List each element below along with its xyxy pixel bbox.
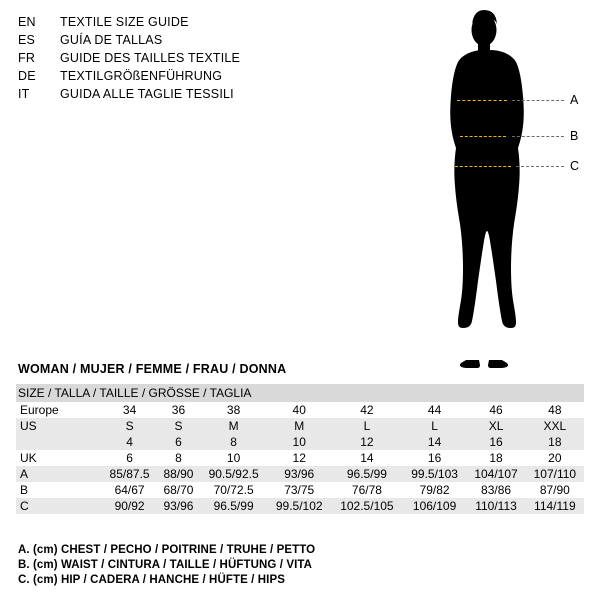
- cell: 42: [331, 402, 403, 418]
- cell: 12: [331, 434, 403, 450]
- cell: 6: [157, 434, 200, 450]
- cell: 73/75: [267, 482, 331, 498]
- body-figure: [430, 8, 590, 368]
- row-label: UK: [16, 450, 102, 466]
- language-title: GUIDE DES TAILLES TEXTILE: [60, 51, 241, 65]
- cell: 40: [267, 402, 331, 418]
- language-code: IT: [18, 87, 30, 101]
- cell: 14: [331, 450, 403, 466]
- legend-chest: A. (cm) CHEST / PECHO / POITRINE / TRUHE / PETTO: [18, 544, 316, 556]
- waist-measure-line: [460, 136, 506, 137]
- cell: 6: [102, 450, 157, 466]
- cell: 99.5/103: [403, 466, 467, 482]
- table-row: [16, 498, 584, 514]
- row-label: A: [16, 466, 102, 482]
- row-label: B: [16, 482, 102, 498]
- cell: 12: [267, 450, 331, 466]
- table-row: [16, 482, 584, 498]
- table-header-label: SIZE / TALLA / TAILLE / GRÖSSE / TAGLIA: [16, 384, 584, 402]
- cell: 96.5/99: [200, 498, 268, 514]
- language-code: DE: [18, 69, 36, 83]
- size-table: [16, 384, 584, 514]
- row-label: Europe: [16, 402, 102, 418]
- language-list: [18, 14, 358, 104]
- legend-waist: B. (cm) WAIST / CINTURA / TAILLE / HÜFTUNG / VITA: [18, 559, 313, 571]
- cell: 34: [102, 402, 157, 418]
- table-row: [16, 418, 584, 434]
- cell: 16: [466, 434, 525, 450]
- row-label: [16, 434, 102, 450]
- cell: M: [200, 418, 268, 434]
- language-title: TEXTILGRÖßENFÜHRUNG: [60, 69, 223, 83]
- cell: XL: [466, 418, 525, 434]
- cell: 93/96: [267, 466, 331, 482]
- cell: 14: [403, 434, 467, 450]
- female-body-silhouette-icon: [430, 8, 590, 368]
- cell: 104/107: [466, 466, 525, 482]
- language-code: EN: [18, 15, 36, 29]
- cell: 36: [157, 402, 200, 418]
- row-label: US: [16, 418, 102, 434]
- cell: 90/92: [102, 498, 157, 514]
- chest-leader-line: [512, 100, 564, 101]
- language-row: [18, 86, 358, 103]
- row-label: C: [16, 498, 102, 514]
- chest-measure-label: A: [570, 93, 579, 107]
- cell: 114/119: [526, 498, 584, 514]
- cell: 18: [526, 434, 584, 450]
- cell: 96.5/99: [331, 466, 403, 482]
- chest-measure-line: [457, 100, 507, 101]
- cell: 44: [403, 402, 467, 418]
- cell: 90.5/92.5: [200, 466, 268, 482]
- cell: 99.5/102: [267, 498, 331, 514]
- language-title: GUÍA DE TALLAS: [60, 33, 163, 47]
- cell: 8: [200, 434, 268, 450]
- cell: 68/70: [157, 482, 200, 498]
- table-row: [16, 402, 584, 418]
- waist-measure-label: B: [570, 129, 579, 143]
- cell: 20: [526, 450, 584, 466]
- language-code: ES: [18, 33, 36, 47]
- cell: 93/96: [157, 498, 200, 514]
- table-row: [16, 434, 584, 450]
- cell: 18: [466, 450, 525, 466]
- table-header-row: [16, 384, 584, 402]
- language-row: [18, 50, 358, 67]
- cell: L: [403, 418, 467, 434]
- language-row: [18, 32, 358, 49]
- cell: 79/82: [403, 482, 467, 498]
- cell: L: [331, 418, 403, 434]
- language-row: [18, 14, 358, 31]
- cell: 106/109: [403, 498, 467, 514]
- cell: 38: [200, 402, 268, 418]
- table-row: [16, 466, 584, 482]
- measurement-legend: [18, 543, 578, 588]
- cell: S: [157, 418, 200, 434]
- cell: 85/87.5: [102, 466, 157, 482]
- cell: 4: [102, 434, 157, 450]
- language-code: FR: [18, 51, 36, 65]
- cell: 107/110: [526, 466, 584, 482]
- cell: 87/90: [526, 482, 584, 498]
- table-row: [16, 450, 584, 466]
- cell: 48: [526, 402, 584, 418]
- cell: 70/72.5: [200, 482, 268, 498]
- cell: 10: [267, 434, 331, 450]
- hip-measure-line: [455, 166, 511, 167]
- cell: 110/113: [466, 498, 525, 514]
- language-row: [18, 68, 358, 85]
- legend-hip: C. (cm) HIP / CADERA / HANCHE / HÜFTE / HIPS: [18, 574, 286, 586]
- language-title: TEXTILE SIZE GUIDE: [60, 15, 189, 29]
- cell: S: [102, 418, 157, 434]
- waist-leader-line: [512, 136, 564, 137]
- hip-leader-line: [516, 166, 564, 167]
- cell: 88/90: [157, 466, 200, 482]
- cell: XXL: [526, 418, 584, 434]
- cell: 102.5/105: [331, 498, 403, 514]
- cell: 83/86: [466, 482, 525, 498]
- cell: 10: [200, 450, 268, 466]
- hip-measure-label: C: [570, 159, 580, 173]
- cell: 46: [466, 402, 525, 418]
- cell: M: [267, 418, 331, 434]
- cell: 16: [403, 450, 467, 466]
- language-title: GUIDA ALLE TAGLIE TESSILI: [60, 87, 234, 101]
- cell: 64/67: [102, 482, 157, 498]
- gender-heading: WOMAN / MUJER / FEMME / FRAU / DONNA: [18, 362, 287, 376]
- cell: 8: [157, 450, 200, 466]
- cell: 76/78: [331, 482, 403, 498]
